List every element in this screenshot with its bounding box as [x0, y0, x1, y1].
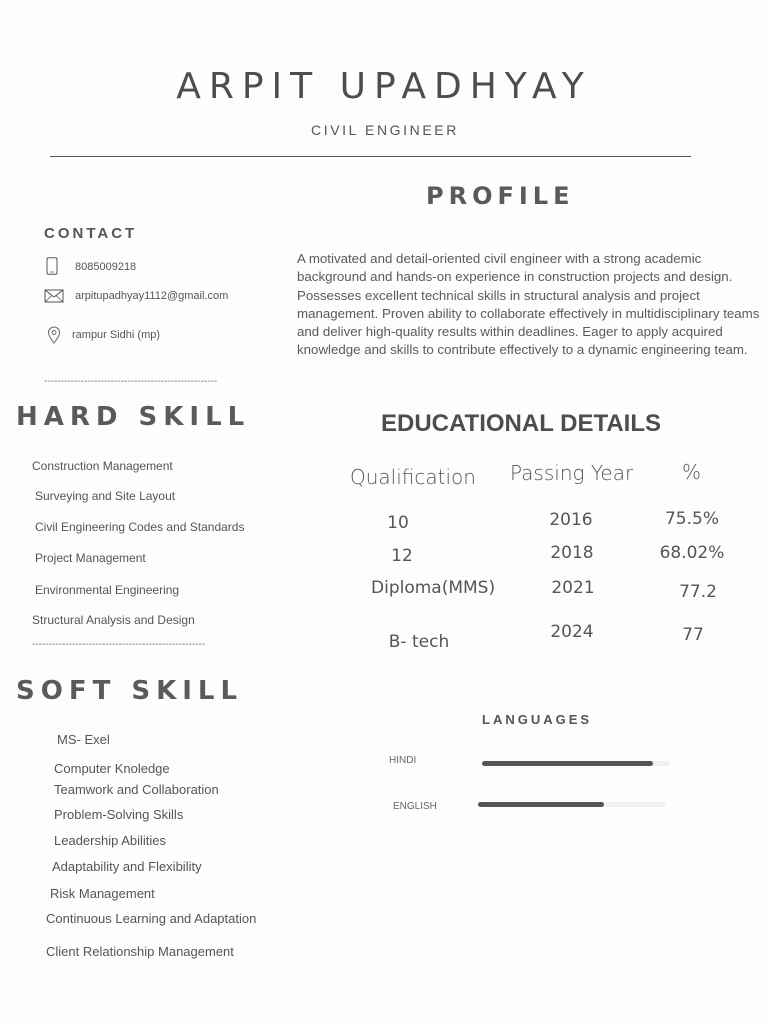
language-name: ENGLISH	[393, 801, 437, 812]
candidate-name: ARPIT UPADHYAY	[176, 66, 592, 107]
profile-heading: PROFILE	[426, 182, 575, 210]
soft-skill-item: MS- Exel	[57, 732, 110, 747]
education-cell-percent: 68.02%	[659, 543, 725, 563]
phone-icon	[46, 257, 58, 275]
education-cell-percent: 75.5%	[664, 509, 719, 529]
language-level-fill	[478, 802, 604, 807]
hard-skill-item: Surveying and Site Layout	[35, 489, 176, 503]
hard-skill-heading: HARD SKILL	[16, 402, 251, 432]
education-col-qualification: Qualification	[350, 465, 476, 489]
hard-skill-divider: ----------------------------------------------------	[32, 639, 206, 650]
education-col-percent: %	[682, 460, 702, 484]
hard-skill-item: Civil Engineering Codes and Standards	[35, 520, 245, 534]
soft-skill-item: Teamwork and Collaboration	[54, 782, 219, 797]
soft-skill-item: Continuous Learning and Adaptation	[46, 911, 257, 926]
contact-address: rampur Sidhi (mp)	[72, 329, 161, 341]
education-col-year: Passing Year	[510, 461, 634, 485]
hard-skill-item: Construction Management	[32, 459, 173, 473]
soft-skill-item: Computer Knoledge	[54, 761, 170, 776]
profile-summary: A motivated and detail-oriented civil engineer with a strong academic background and hands-on experience in construction projects and design. Possesses excellent technical skills in structural analysis and project management. Proven ability to collaborate effectively in multidisciplinary teams and deliver high-quality results within deadlines. Eager to apply acquired knowledge and skills to contribute effectively to a dynamic engineering team.	[297, 251, 760, 358]
education-cell-year: 2016	[549, 510, 593, 530]
education-cell-qualification: 10	[387, 513, 409, 533]
soft-skill-item: Client Relationship Management	[46, 944, 234, 959]
hard-skill-item: Structural Analysis and Design	[32, 613, 195, 627]
education-heading: EDUCATIONAL DETAILS	[381, 410, 661, 437]
hard-skill-item: Project Management	[35, 551, 146, 565]
language-name: HINDI	[389, 755, 417, 766]
contact-divider: ----------------------------------------------------	[44, 376, 218, 387]
hard-skill-item: Environmental Engineering	[35, 583, 180, 597]
languages-heading: LANGUAGES	[482, 712, 593, 727]
contact-phone: 8085009218	[75, 261, 137, 273]
education-cell-year: 2024	[550, 622, 594, 642]
header-divider	[50, 156, 691, 157]
job-title: CIVIL ENGINEER	[311, 122, 459, 138]
soft-skill-heading: SOFT SKILL	[16, 676, 244, 706]
education-cell-year: 2021	[551, 578, 595, 598]
contact-heading: CONTACT	[44, 225, 138, 242]
education-cell-percent: 77.2	[679, 582, 717, 602]
soft-skill-item: Adaptability and Flexibility	[52, 859, 202, 874]
education-cell-percent: 77	[682, 625, 704, 645]
education-cell-qualification: B- tech	[388, 632, 450, 652]
soft-skill-item: Leadership Abilities	[54, 833, 167, 848]
soft-skill-item: Problem-Solving Skills	[54, 807, 184, 822]
soft-skill-item: Risk Management	[50, 886, 155, 901]
language-level-bar	[482, 761, 670, 766]
language-level-bar	[478, 802, 666, 807]
contact-email[interactable]: arpitupadhyay1112@gmail.com	[75, 290, 229, 302]
education-cell-year: 2018	[550, 543, 594, 563]
education-cell-qualification: Diploma(MMS)	[371, 578, 496, 598]
location-pin-icon	[47, 326, 61, 344]
email-icon	[44, 289, 64, 303]
education-cell-qualification: 12	[391, 546, 413, 566]
language-level-fill	[482, 761, 653, 766]
